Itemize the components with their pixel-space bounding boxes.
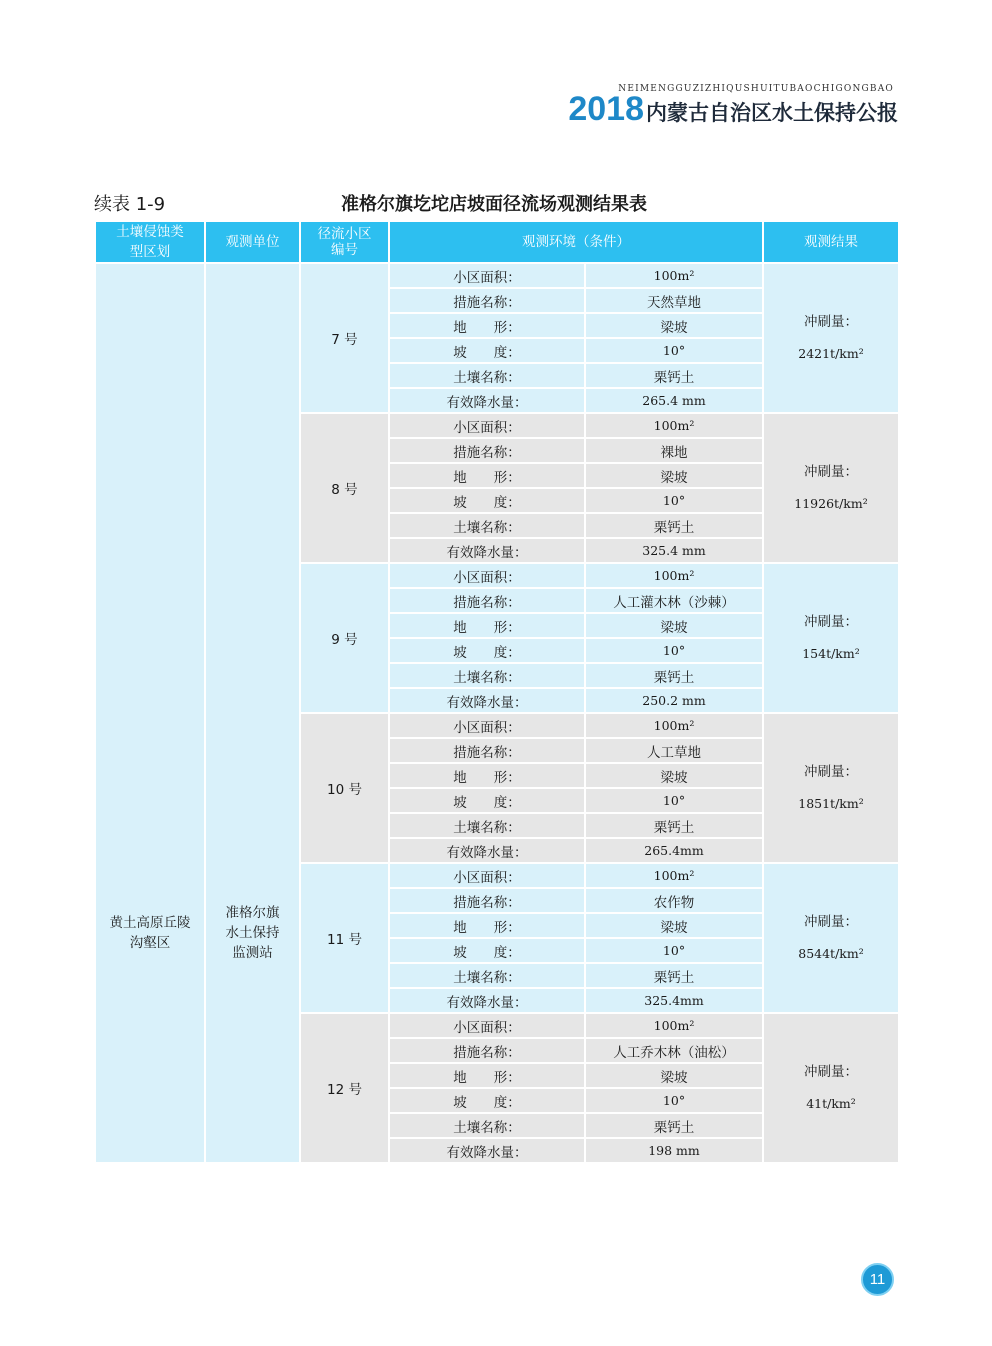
env-label: 有效降水量： (389, 538, 585, 563)
table-body (95, 263, 899, 1163)
env-value: 10° (585, 338, 763, 363)
env-value: 100m² (585, 563, 763, 588)
env-label: 措施名称： (389, 288, 585, 313)
col-zone: 土壤侵蚀类型区划 (95, 221, 205, 263)
zone-cell (95, 263, 205, 1163)
env-label: 措施名称： (389, 1038, 585, 1063)
scour-label: 冲刷量： (804, 464, 858, 480)
env-label: 措施名称： (389, 738, 585, 763)
scour-value: 11926t/km² (794, 496, 868, 511)
env-label: 坡 度： (389, 488, 585, 513)
page-header (568, 82, 898, 129)
env-value: 100m² (585, 863, 763, 888)
env-label: 有效降水量： (389, 1138, 585, 1163)
result-cell (763, 563, 899, 713)
env-label: 地 形： (389, 1063, 585, 1088)
env-value: 325.4 mm (585, 538, 763, 563)
env-value: 人工灌木林（沙棘） (585, 588, 763, 613)
scour-value: 154t/km² (802, 646, 860, 661)
env-value: 裸地 (585, 438, 763, 463)
scour-label: 冲刷量： (804, 314, 858, 330)
col-unit: 观测单位 (205, 221, 300, 263)
result-cell (763, 713, 899, 863)
plot-number: 9 号 (300, 563, 389, 713)
env-value: 梁坡 (585, 463, 763, 488)
env-label: 地 形： (389, 913, 585, 938)
header-pinyin: NEIMENGGUZIZHIQUSHUITUBAOCHIGONGBAO (618, 84, 894, 94)
env-label: 坡 度： (389, 938, 585, 963)
header-name: 内蒙古自治区水土保持公报 (646, 101, 898, 125)
env-label: 有效降水量： (389, 688, 585, 713)
env-value: 梁坡 (585, 313, 763, 338)
env-label: 土壤名称： (389, 963, 585, 988)
plot-number: 8 号 (300, 413, 389, 563)
env-label: 小区面积： (389, 713, 585, 738)
env-label: 小区面积： (389, 263, 585, 288)
env-value: 人工乔木林（油松） (585, 1038, 763, 1063)
env-label: 措施名称： (389, 888, 585, 913)
scour-label: 冲刷量： (804, 914, 858, 930)
scour-label: 冲刷量： (804, 764, 858, 780)
env-label: 有效降水量： (389, 988, 585, 1013)
env-label: 坡 度： (389, 338, 585, 363)
env-label: 土壤名称： (389, 513, 585, 538)
env-label: 措施名称： (389, 438, 585, 463)
env-value: 梁坡 (585, 1063, 763, 1088)
zone-value: 黄土高原丘陵沟壑区 (109, 915, 191, 951)
env-value: 100m² (585, 1013, 763, 1038)
unit-cell (205, 263, 300, 1163)
env-label: 土壤名称： (389, 663, 585, 688)
env-label: 地 形： (389, 613, 585, 638)
env-label: 措施名称： (389, 588, 585, 613)
env-value: 梁坡 (585, 913, 763, 938)
plot-number: 12 号 (300, 1013, 389, 1163)
env-label: 有效降水量： (389, 388, 585, 413)
env-value: 10° (585, 488, 763, 513)
table-label: 续表 1-9 (94, 194, 166, 215)
env-label: 土壤名称： (389, 363, 585, 388)
table-title: 准格尔旗圪坨店坡面径流场观测结果表 (341, 194, 647, 215)
env-value: 265.4 mm (585, 388, 763, 413)
env-value: 100m² (585, 263, 763, 288)
env-value: 梁坡 (585, 763, 763, 788)
result-cell (763, 863, 899, 1013)
header-year: 2018 (568, 90, 644, 128)
result-cell (763, 413, 899, 563)
col-env: 观测环境（条件） (389, 221, 763, 263)
env-label: 地 形： (389, 463, 585, 488)
page-number: 11 (861, 1263, 894, 1296)
env-label: 小区面积： (389, 563, 585, 588)
env-label: 小区面积： (389, 413, 585, 438)
env-label: 坡 度： (389, 788, 585, 813)
env-label: 有效降水量： (389, 838, 585, 863)
env-value: 农作物 (585, 888, 763, 913)
result-cell (763, 1013, 899, 1163)
table-caption (94, 190, 898, 216)
result-cell (763, 263, 899, 413)
env-value: 梁坡 (585, 613, 763, 638)
env-value: 栗钙土 (585, 363, 763, 388)
env-value: 10° (585, 938, 763, 963)
env-label: 坡 度： (389, 1088, 585, 1113)
env-label: 地 形： (389, 313, 585, 338)
env-value: 人工草地 (585, 738, 763, 763)
env-value: 250.2 mm (585, 688, 763, 713)
plot-number: 10 号 (300, 713, 389, 863)
col-plot: 径流小区编号 (300, 221, 389, 263)
scour-label: 冲刷量： (804, 1064, 858, 1080)
env-label: 小区面积： (389, 1013, 585, 1038)
env-value: 10° (585, 638, 763, 663)
env-value: 198 mm (585, 1138, 763, 1163)
results-table (94, 220, 900, 1164)
env-value: 栗钙土 (585, 663, 763, 688)
header-title (568, 90, 898, 129)
env-value: 10° (585, 788, 763, 813)
env-label: 土壤名称： (389, 813, 585, 838)
unit-value: 准格尔旗水土保持监测站 (225, 905, 280, 961)
table-row (95, 263, 899, 288)
env-value: 栗钙土 (585, 963, 763, 988)
env-label: 坡 度： (389, 638, 585, 663)
env-label: 小区面积： (389, 863, 585, 888)
scour-value: 8544t/km² (798, 946, 864, 961)
env-value: 栗钙土 (585, 513, 763, 538)
table-header-row (95, 221, 899, 263)
env-value: 10° (585, 1088, 763, 1113)
plot-number: 7 号 (300, 263, 389, 413)
env-value: 100m² (585, 713, 763, 738)
env-value: 天然草地 (585, 288, 763, 313)
scour-value: 2421t/km² (798, 346, 864, 361)
env-label: 土壤名称： (389, 1113, 585, 1138)
env-value: 100m² (585, 413, 763, 438)
env-value: 栗钙土 (585, 813, 763, 838)
scour-value: 41t/km² (806, 1096, 856, 1111)
plot-number: 11 号 (300, 863, 389, 1013)
env-value: 栗钙土 (585, 1113, 763, 1138)
col-result: 观测结果 (763, 221, 899, 263)
env-value: 325.4mm (585, 988, 763, 1013)
env-value: 265.4mm (585, 838, 763, 863)
scour-label: 冲刷量： (804, 614, 858, 630)
scour-value: 1851t/km² (798, 796, 864, 811)
env-label: 地 形： (389, 763, 585, 788)
